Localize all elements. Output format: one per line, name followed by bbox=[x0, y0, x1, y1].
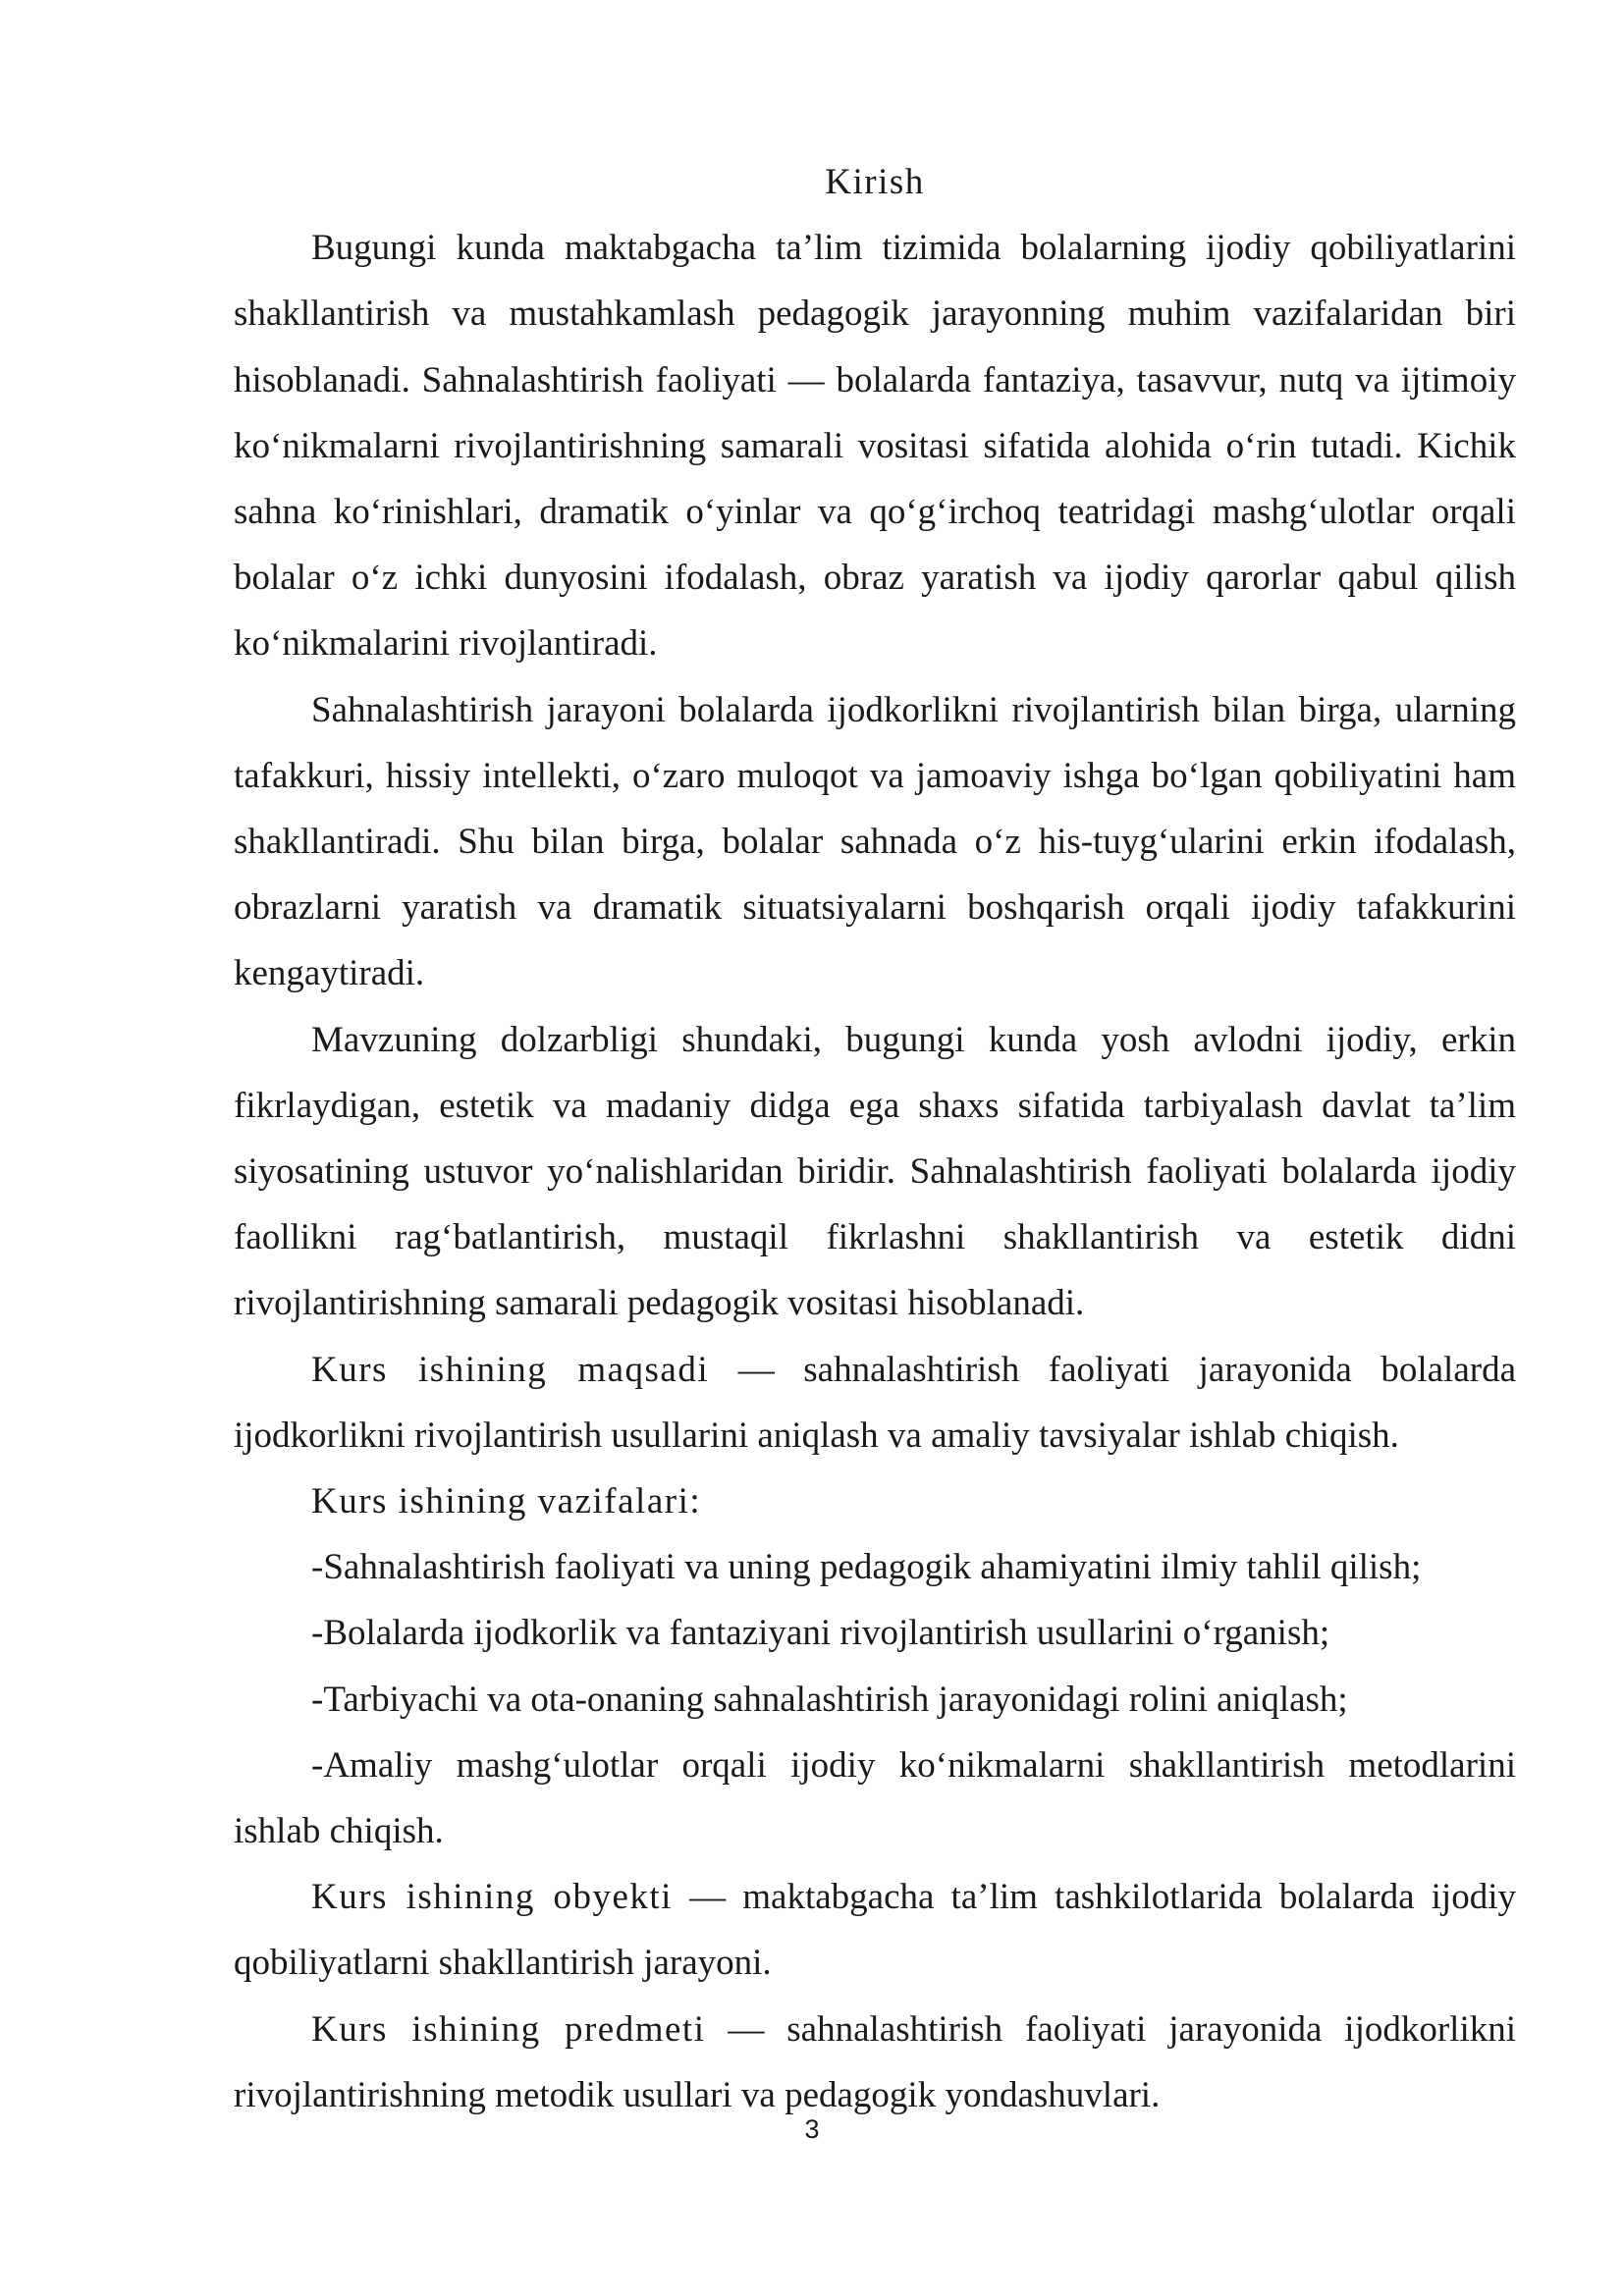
goal-paragraph bbox=[234, 1337, 1516, 1468]
intro-paragraph-1: Bugungi kunda maktabgacha ta’lim tizimida bolalarning ijodiy qobiliyatlarini shakllantirish va mustahkamlash pedagogik jarayonning muhim vazifalaridan biri hisoblanadi. Sahnalashtirish faoliyati — bolalarda fantaziya, tasavvur, nutq va ijtimoiy ko‘nikmalarni rivojlantirishning samarali vositasi sifatida alohida o‘rin tutadi. Kichik sahna ko‘rinishlari, dramatik o‘yinlar va qo‘g‘irchoq teatridagi mashg‘ulotlar orqali bolalar o‘z ichki dunyosini ifodalash, obraz yaratish va ijodiy qarorlar qabul qilish ko‘nikmalarini rivojlantiradi. bbox=[234, 228, 1516, 665]
intro-paragraph-2: Sahnalashtirish jarayoni bolalarda ijodkorlikni rivojlantirish bilan birga, ularning tafakkuri, hissiy intellekti, o‘zaro muloqot va jamoaviy ishga bo‘lgan qobiliyatini ham shakllantiradi. Shu bilan birga, bolalar sahnada o‘z his-tuyg‘ularini erkin ifodalash, obrazlarni yaratish va dramatik situatsiyalarni boshqarish orqali ijodiy tafakkurini kengaytiradi. bbox=[234, 689, 1516, 994]
object-paragraph bbox=[234, 1864, 1516, 1996]
section-title: Kirish bbox=[825, 162, 925, 202]
goal-text: — sahnalashtirish faoliyati jarayonida bolalarda ijodkorlikni rivojlantirish usullarini aniqlash va amaliy tavsiyalar ishlab chiqish. bbox=[234, 1349, 1516, 1456]
relevance-paragraph: Mavzuning dolzarbligi shundaki, bugungi kunda yosh avlodni ijodiy, erkin fikrlaydigan, estetik va madaniy didga ega shaxs sifatida tarbiyalash davlat ta’lim siyosatining ustuvor yo‘nalishlaridan biridir. Sahnalashtirish faoliyati bolalarda ijodiy faollikni rag‘batlantirish, mustaqil fikrlashni shakllantirish va estetik didni rivojlantirishning samarali pedagogik vositasi hisoblanadi. bbox=[234, 1019, 1516, 1324]
tasks-heading bbox=[234, 1468, 1516, 1534]
subject-text: — sahnalashtirish faoliyati jarayonida ijodkorlikni rivojlantirishning metodik usullari va pedagogik yondashuvlari. bbox=[234, 2008, 1517, 2115]
page-number: 3 bbox=[804, 2114, 820, 2144]
document-page bbox=[234, 149, 1516, 2128]
task-item-4: -Amaliy mashg‘ulotlar orqali ijodiy ko‘nikmalarni shakllantirish metodlarini ishlab chiqish. bbox=[234, 1744, 1516, 1852]
task-item-1: -Sahnalashtirish faoliyati va uning pedagogik ahamiyatini ilmiy tahlil qilish; bbox=[311, 1547, 1422, 1588]
subject-paragraph bbox=[234, 1997, 1516, 2128]
object-lead: Kurs ishining obyekti bbox=[311, 1877, 673, 1918]
task-item-2: -Bolalarda ijodkorlik va fantaziyani rivojlantirish usullarini o‘rganish; bbox=[311, 1613, 1330, 1654]
goal-lead: Kurs ishining maqsadi bbox=[311, 1349, 710, 1390]
task-item-3: -Tarbiyachi va ota-onaning sahnalashtirish jarayonidagi rolini aniqlash; bbox=[311, 1679, 1348, 1720]
subject-lead: Kurs ishining predmeti bbox=[311, 2008, 706, 2050]
object-text: — maktabgacha ta’lim tashkilotlarida bolalarda ijodiy qobiliyatlarni shakllantirish jarayoni. bbox=[234, 1877, 1516, 1984]
tasks-heading-text: Kurs ishining vazifalari: bbox=[311, 1481, 702, 1522]
